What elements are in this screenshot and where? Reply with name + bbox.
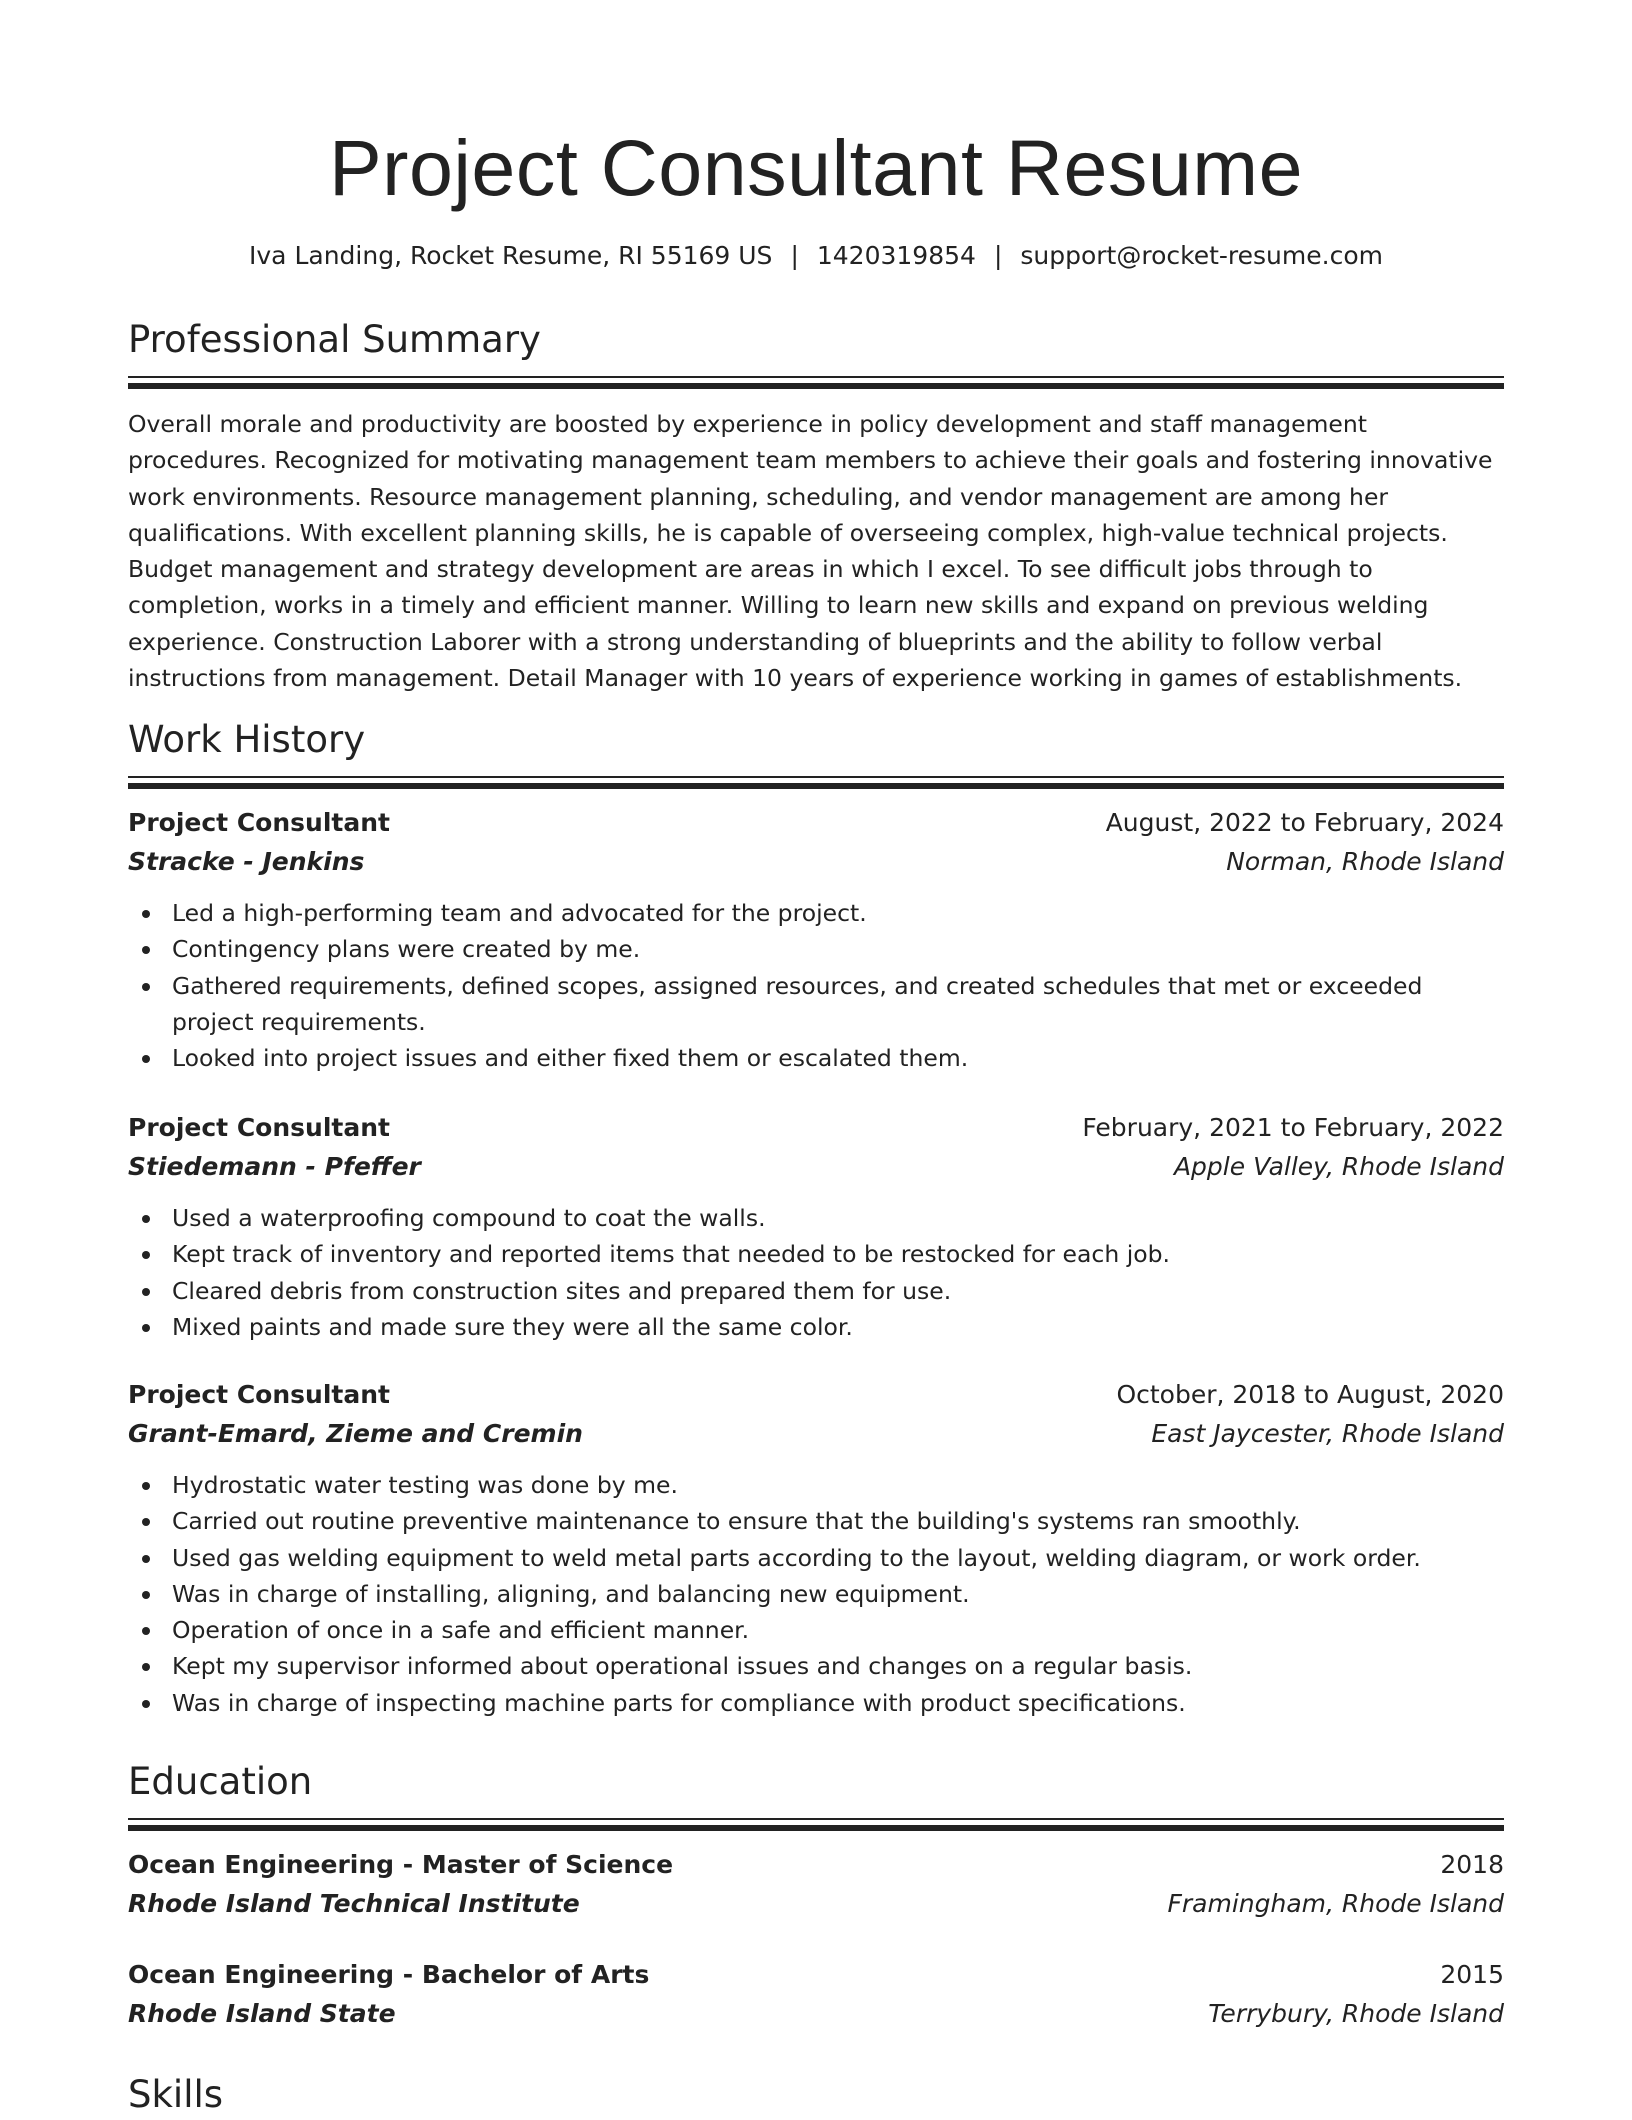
education-school-row xyxy=(128,1994,1504,2033)
summary-text: Overall morale and productivity are boosted by experience in policy development and staff management procedures. Recognized for motivating management team members to achieve their goals and fostering innovative work environments. Resource management planning, scheduling, and vendor management are among her qualifications. With excellent planning skills, he is capable of overseeing complex, high-value technical projects. Budget management and strategy development are areas in which I excel. To see difficult jobs through to completion, works in a timely and efficient manner. Willing to learn new skills and expand on previous welding experience. Construction Laborer with a strong understanding of blueprints and the ability to follow verbal instructions from management. Detail Manager with 10 years of experience working in games of establishments. xyxy=(128,410,1493,693)
job-bullet: Was in charge of inspecting machine parts for compliance with product specifications. xyxy=(128,1685,1504,1721)
contact-line xyxy=(128,238,1504,274)
job-company: Grant-Emard, Zieme and Cremin xyxy=(128,1419,583,1448)
job-dates: August, 2022 to February, 2024 xyxy=(1105,808,1504,837)
job-bullet: Was in charge of installing, aligning, and balancing new equipment. xyxy=(128,1576,1504,1612)
education-school: Rhode Island State xyxy=(128,1999,396,2028)
job-title: Project Consultant xyxy=(128,1113,390,1142)
job-company-row xyxy=(128,1147,1504,1186)
summary-section xyxy=(128,315,1504,696)
education-degree: Ocean Engineering - Bachelor of Arts xyxy=(128,1960,650,1989)
job-header-row xyxy=(128,1375,1504,1414)
job-bullets xyxy=(128,1467,1504,1721)
job-bullet: Kept my supervisor informed about operational issues and changes on a regular basis. xyxy=(128,1648,1504,1684)
job-bullet: Used gas welding equipment to weld metal parts according to the layout, welding diagram, or work order. xyxy=(128,1540,1504,1576)
job-company-row xyxy=(128,842,1504,881)
work-history-heading: Work History xyxy=(128,718,366,761)
education-header-row xyxy=(128,1955,1504,1994)
document-title: Project Consultant Resume xyxy=(328,123,1304,212)
section-rule xyxy=(128,376,1504,390)
job-location: Norman, Rhode Island xyxy=(1226,847,1504,876)
job-dates: February, 2021 to February, 2022 xyxy=(1082,1113,1504,1142)
job-bullet: Cleared debris from construction sites and prepared them for use. xyxy=(128,1273,1504,1309)
education-school-row xyxy=(128,1884,1504,1923)
job-bullet: Contingency plans were created by me. xyxy=(128,931,1504,967)
job-header-row xyxy=(128,1108,1504,1147)
contact-separator: | xyxy=(993,241,1003,270)
education-degree: Ocean Engineering - Master of Science xyxy=(128,1850,674,1879)
job-entry xyxy=(128,1108,1504,1345)
job-header-row xyxy=(128,803,1504,842)
work-history-section xyxy=(128,715,1504,790)
education-year: 2015 xyxy=(1440,1960,1504,1989)
contact-phone: 1420319854 xyxy=(816,241,976,270)
job-entry xyxy=(128,1375,1504,1721)
education-entry xyxy=(128,1845,1504,1923)
section-rule xyxy=(128,1818,1504,1832)
job-location: East Jaycester, Rhode Island xyxy=(1151,1419,1504,1448)
skills-section xyxy=(128,2070,1504,2120)
education-location: Framingham, Rhode Island xyxy=(1167,1889,1504,1918)
job-bullets xyxy=(128,1200,1504,1345)
job-bullet: Kept track of inventory and reported items that needed to be restocked for each job. xyxy=(128,1236,1504,1272)
section-rule xyxy=(128,776,1504,790)
job-bullet: Led a high-performing team and advocated for the project. xyxy=(128,895,1504,931)
education-location: Terrybury, Rhode Island xyxy=(1208,1999,1504,2028)
job-company: Stiedemann - Pfeffer xyxy=(128,1152,421,1181)
education-year: 2018 xyxy=(1440,1850,1504,1879)
job-bullet: Hydrostatic water testing was done by me. xyxy=(128,1467,1504,1503)
skills-heading: Skills xyxy=(128,2073,224,2116)
education-header-row xyxy=(128,1845,1504,1884)
education-heading: Education xyxy=(128,1760,313,1803)
education-section xyxy=(128,1757,1504,1832)
job-entry xyxy=(128,803,1504,1076)
summary-heading: Professional Summary xyxy=(128,318,541,361)
job-company-row xyxy=(128,1414,1504,1453)
job-company: Stracke - Jenkins xyxy=(128,847,365,876)
education-school: Rhode Island Technical Institute xyxy=(128,1889,580,1918)
job-bullet: Carried out routine preventive maintenance to ensure that the building's systems ran smoothly. xyxy=(128,1503,1504,1539)
job-bullet: Operation of once in a safe and efficient manner. xyxy=(128,1612,1504,1648)
job-bullet: Used a waterproofing compound to coat the walls. xyxy=(128,1200,1504,1236)
job-title: Project Consultant xyxy=(128,808,390,837)
job-bullet: Looked into project issues and either fixed them or escalated them. xyxy=(128,1040,1504,1076)
contact-separator: | xyxy=(790,241,799,270)
contact-email[interactable]: support@rocket-resume.com xyxy=(1020,241,1383,270)
job-location: Apple Valley, Rhode Island xyxy=(1173,1152,1504,1181)
education-entry xyxy=(128,1955,1504,2033)
job-bullets xyxy=(128,895,1504,1076)
job-bullet: Mixed paints and made sure they were all the same color. xyxy=(128,1309,1504,1345)
job-dates: October, 2018 to August, 2020 xyxy=(1116,1380,1504,1409)
contact-address: Iva Landing, Rocket Resume, RI 55169 US xyxy=(249,241,773,270)
job-title: Project Consultant xyxy=(128,1380,390,1409)
job-bullet: Gathered requirements, defined scopes, assigned resources, and created schedules that met or exceeded project requirements. xyxy=(128,968,1504,1041)
